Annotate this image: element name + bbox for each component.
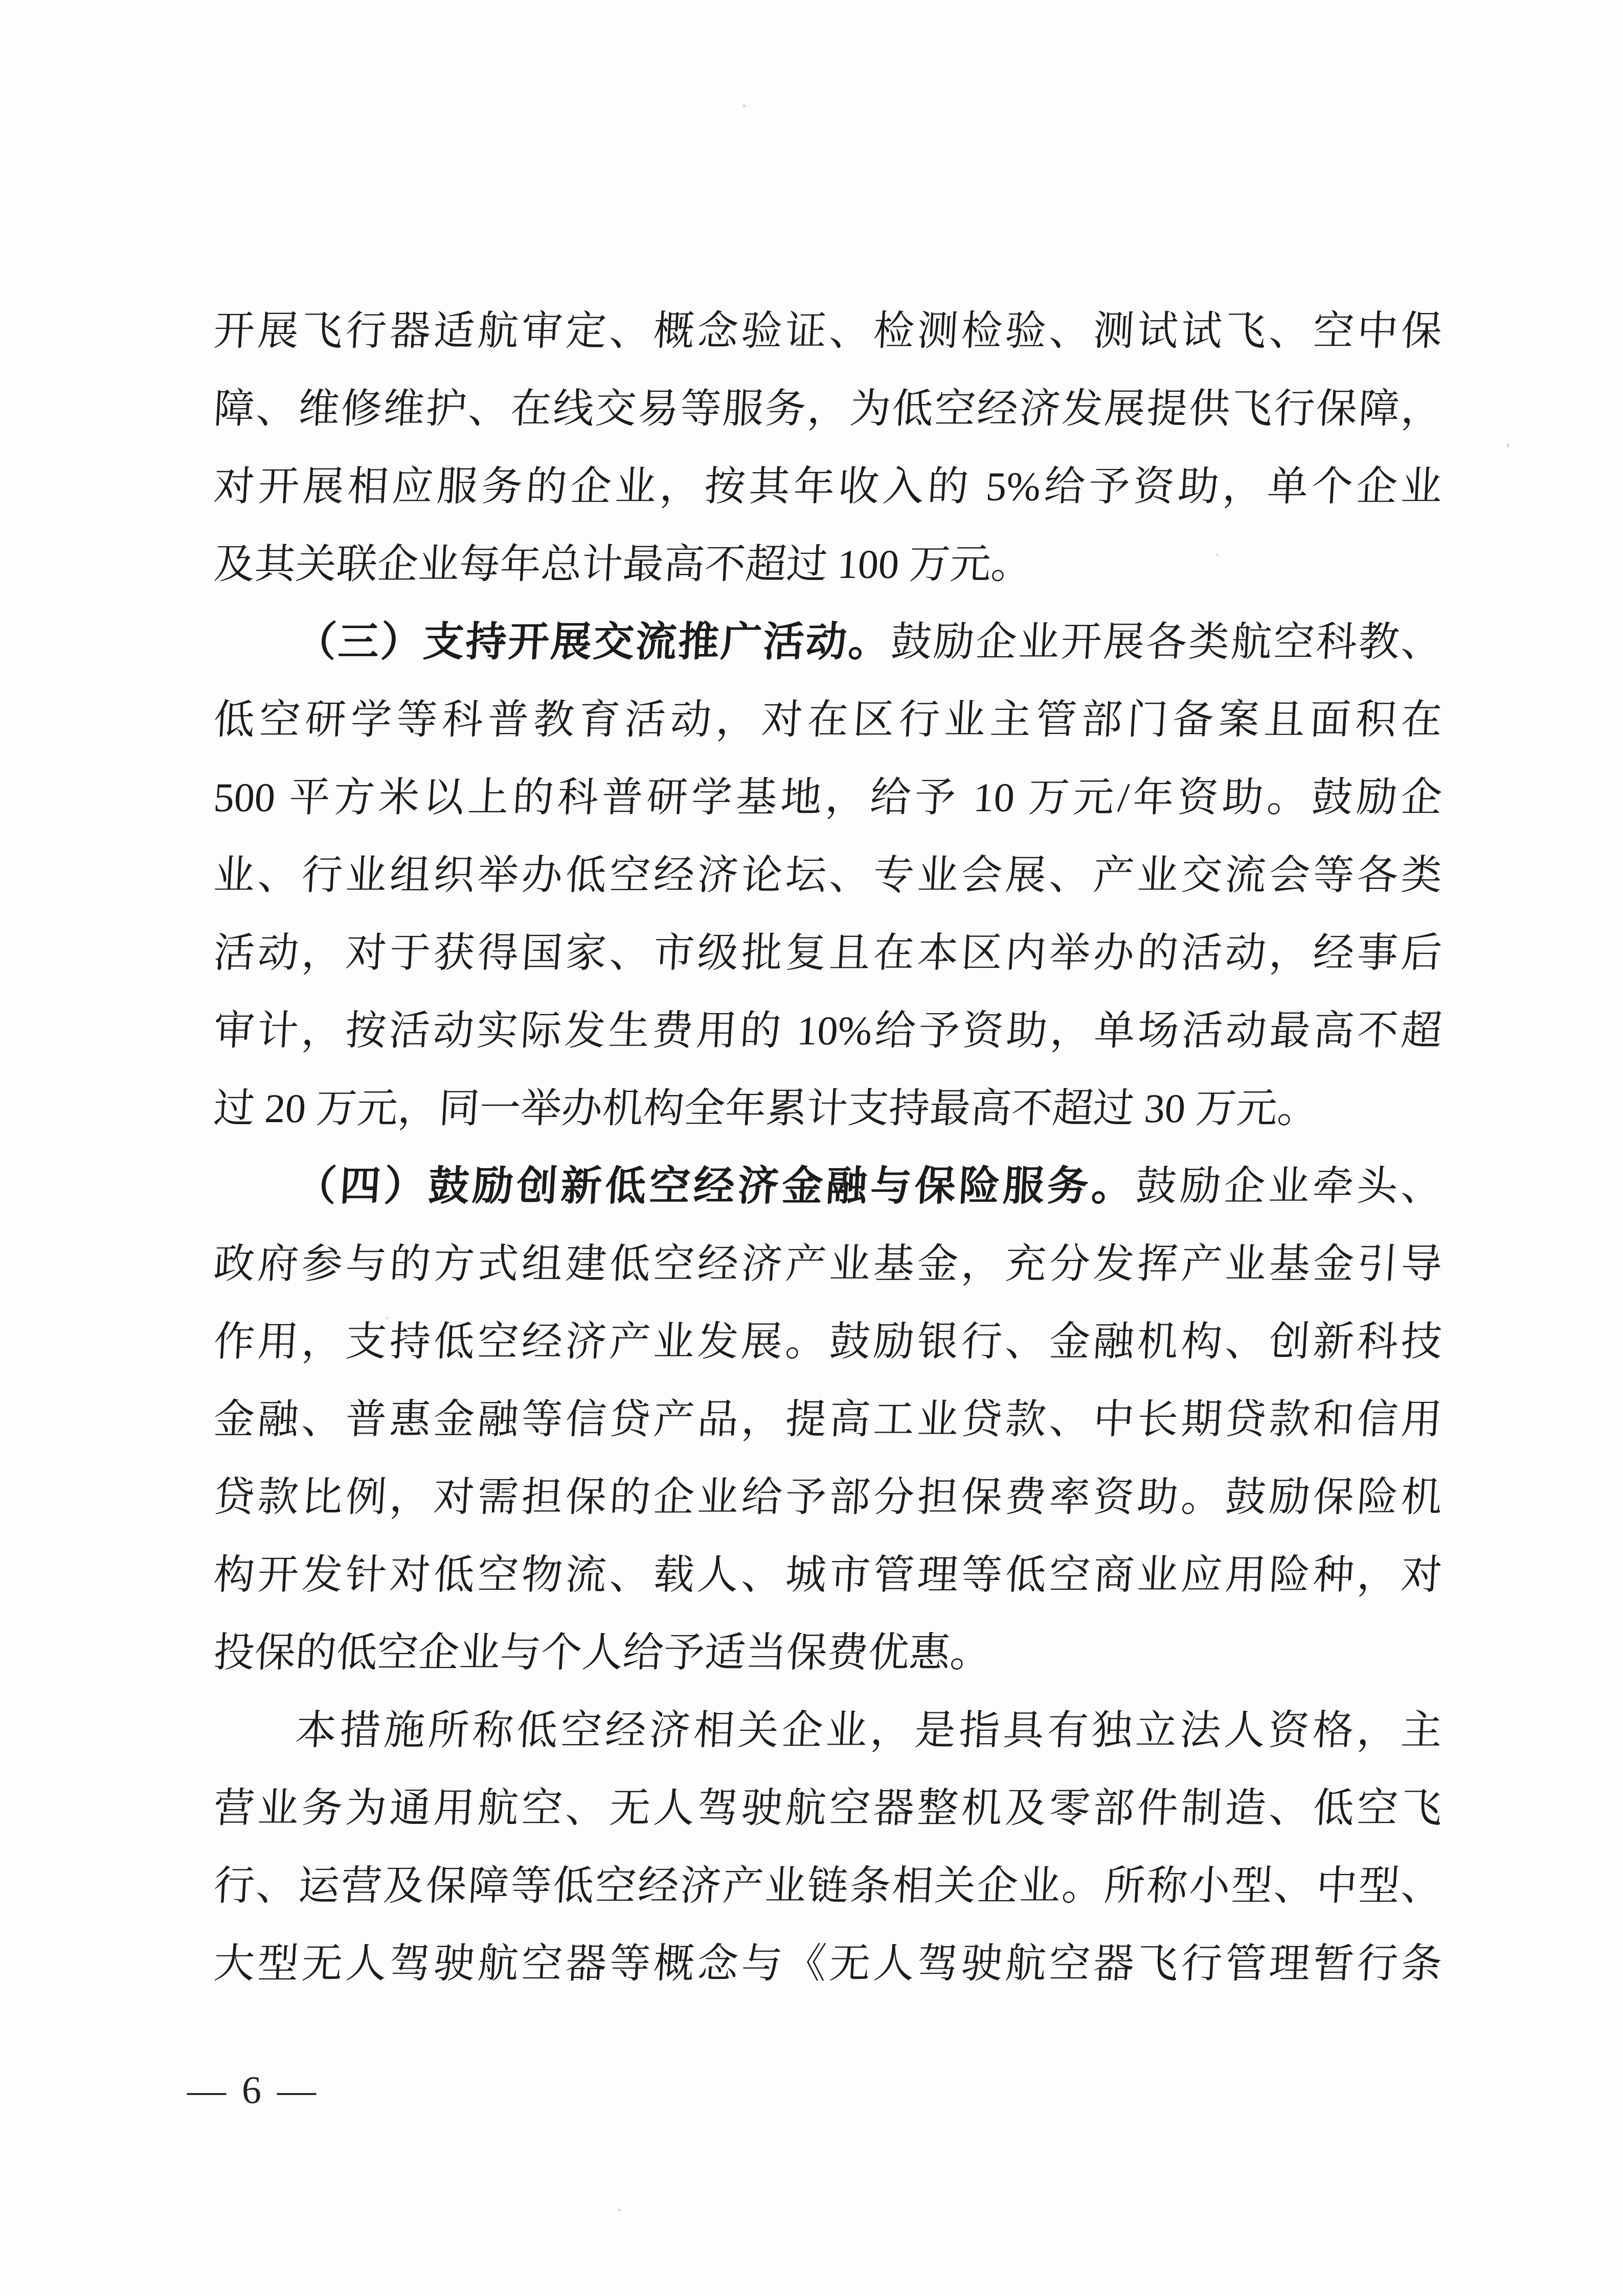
text-line: 低空研学等科普教育活动，对在区行业主管部门备案且面积在 xyxy=(212,698,1444,743)
page-number: — 6 — xyxy=(187,2069,319,2112)
scan-speckle xyxy=(742,104,746,107)
text-line: 对开展相应服务的企业，按其年收入的 5%给予资助，单个企业 xyxy=(212,464,1444,509)
text-line: 及其关联企业每年总计最高不超过 100 万元。 xyxy=(212,542,1033,587)
text-line: 业、行业组织举办低空经济论坛、专业会展、产业交流会等各类 xyxy=(212,853,1444,898)
text-line: 障、维修维护、在线交易等服务，为低空经济发展提供飞行保障， xyxy=(212,387,1444,432)
scan-speckle xyxy=(1506,443,1509,448)
text-line: 政府参与的方式组建低空经济产业基金，充分发挥产业基金引导 xyxy=(212,1242,1444,1287)
section-heading: （四）鼓励创新低空经济金融与保险服务。 xyxy=(294,1164,1137,1209)
text-line: 贷款比例，对需担保的企业给予部分担保费率资助。鼓励保险机 xyxy=(212,1475,1444,1520)
text-line: 活动，对于获得国家、市级批复且在本区内举办的活动，经事后 xyxy=(212,931,1444,976)
text-line: （四）鼓励创新低空经济金融与保险服务。鼓励企业牵头、 xyxy=(294,1164,1444,1209)
text-line: 投保的低空企业与个人给予适当保费优惠。 xyxy=(212,1631,993,1676)
text-line: 大型无人驾驶航空器等概念与《无人驾驶航空器飞行管理暂行条 xyxy=(212,1942,1444,1987)
text-line: 行、运营及保障等低空经济产业链条相关企业。所称小型、中型、 xyxy=(212,1864,1444,1909)
scan-speckle xyxy=(618,2209,621,2211)
scan-speckle xyxy=(386,1317,388,1320)
text-line: 构开发针对低空物流、载人、城市管理等低空商业应用险种，对 xyxy=(212,1553,1444,1598)
text-line: （三）支持开展交流推广活动。鼓励企业开展各类航空科教、 xyxy=(294,620,1444,665)
section-heading: （三）支持开展交流推广活动。 xyxy=(294,620,892,665)
scan-speckle xyxy=(266,1893,268,1896)
text-line: 本措施所称低空经济相关企业，是指具有独立法人资格，主 xyxy=(294,1708,1444,1753)
text-line: 过 20 万元，同一举办机构全年累计支持最高不超过 30 万元。 xyxy=(212,1086,1320,1131)
text-line: 开展飞行器适航审定、概念验证、检测检验、测试试飞、空中保 xyxy=(212,309,1444,354)
text-line: 营业务为通用航空、无人驾驶航空器整机及零部件制造、低空飞 xyxy=(212,1786,1444,1831)
text-line: 审计，按活动实际发生费用的 10%给予资助，单场活动最高不超 xyxy=(212,1009,1444,1054)
scan-speckle xyxy=(1216,553,1219,556)
text-line: 作用，支持低空经济产业发展。鼓励银行、金融机构、创新科技 xyxy=(212,1320,1444,1365)
document-body xyxy=(214,293,1442,2003)
text-line: 500 平方米以上的科普研学基地，给予 10 万元/年资助。鼓励企 xyxy=(212,775,1444,820)
text-line: 金融、普惠金融等信贷产品，提高工业贷款、中长期贷款和信用 xyxy=(212,1397,1444,1442)
